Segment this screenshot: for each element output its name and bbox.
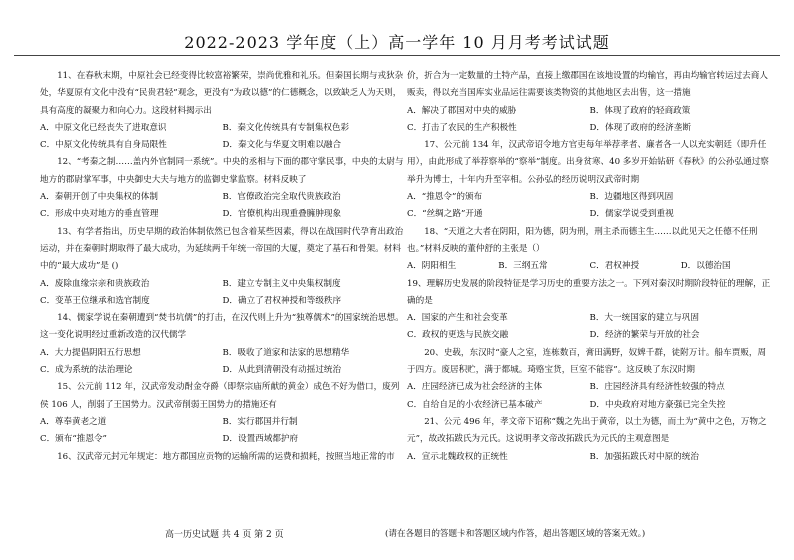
question-21-options-row1 [407, 449, 772, 466]
question-17-option-c[interactable]: C．“丝绸之路”开通 [407, 209, 483, 220]
question-15-option-a[interactable]: A．尊奉黄老之道 [40, 416, 107, 427]
question-20-option-b[interactable]: B．庄园经济具有经济性较强的特点 [589, 382, 725, 393]
question-15-options-row1 [40, 414, 405, 431]
question-11-option-d[interactable]: D．秦文化与华夏文明难以融合 [222, 140, 342, 151]
question-13-option-a[interactable]: A．废除血缘宗亲和贵族政治 [40, 278, 150, 289]
question-14-options-row2 [40, 362, 405, 379]
question-14-option-c[interactable]: C．成为系统的法治理论 [40, 365, 133, 376]
question-12-option-c[interactable]: C．形成中央对地方的垂直管理 [40, 209, 159, 220]
question-13-option-b[interactable]: B．建立专制主义中央集权制度 [222, 278, 341, 289]
question-14-options-row1 [40, 345, 405, 362]
question-11-option-a[interactable]: A．中原文化已经丧失了进取意识 [40, 122, 167, 133]
question-19-option-b[interactable]: B．大一统国家的建立与巩固 [589, 313, 699, 324]
question-18-option-b[interactable]: B．三纲五常 [498, 261, 548, 272]
question-19-stem: 19、理解历史发展的阶段特征是学习历史的重要方法之一。下列对秦汉时期阶段特征的理解，正确的是 [407, 278, 771, 306]
question-20-options-row1 [407, 379, 772, 396]
question-16-option-c[interactable]: C．打击了农民的生产积极性 [407, 122, 517, 133]
question-19-option-a[interactable]: A．国家的产生和社会变革 [407, 313, 508, 324]
question-12-options-row2 [40, 206, 405, 223]
question-16-stem-continued: 价，折合为一定数量的土特产品，直接上缴郡国在该地设置的均输官，再由均输官转运过去商人贩卖，得以充当国库实业品运往需要该类物资的其他地区去出售，这一措施 [407, 71, 768, 99]
question-12-stem: 12、“考秦之制……盖内外官制同一系统”。中央的丞相与下面的郡守掌民事，中央的太尉与地方的郡尉掌军事，中央御史大夫与地方的监御史掌监察。材料反映了 [40, 157, 404, 185]
question-21-stem: 21、公元 496 年，孝文帝下诏称“魏之先出于黄帝，以土为德，而土为“黄中之色，万物之元”，故改拓跋氏为元氏。这说明孝文帝改拓跋氏为元氏的主观意图是 [407, 416, 767, 445]
question-14-stem: 14、儒家学说在秦朝遭到“焚书坑儒”的打击，在汉代则上升为“独尊儒术”的国家统治思想。这一变化说明经过重新改造的汉代儒学 [40, 313, 404, 341]
page-footer: 高一历史试题 共 4 页 第 2 页 [165, 530, 284, 540]
question-21-option-b[interactable]: B．加强拓跋氏对中原的统治 [589, 451, 699, 462]
question-13-stem: 13、有学者指出，历史早期的政治体制依然已包含着某些因素，得以在战国时代孕育出政治运动，并在秦朝时期取得了最大成功，为延续两千年统一帝国的大厦，奠定了基石和骨架。材料中的“最大成功”是 () [40, 226, 404, 272]
question-18-option-c[interactable]: C．君权神授 [589, 261, 640, 272]
question-17-option-a[interactable]: A．“推恩令”的颁布 [407, 192, 483, 203]
question-20-stem: 20、史载，东汉时“豪人之室，连栋数百，膏田满野，奴婢千群，徒附万计。船车贾贩，周于四方。废居积贮，满于都城。琦赂宝货，巨室不能容”。这反映了东汉时期 [407, 347, 767, 376]
question-18-options-row [407, 258, 772, 275]
question-15-option-d[interactable]: D．设置西域都护府 [222, 434, 299, 445]
question-16-options-row1 [407, 103, 772, 120]
question-11-option-b[interactable]: B．秦文化传统具有专制集权色彩 [222, 122, 350, 133]
question-20-option-c[interactable]: C．自给自足的小农经济已基本破产 [407, 399, 543, 410]
question-13-option-d[interactable]: D．确立了君权神授和等级秩序 [222, 295, 342, 306]
question-19-option-d[interactable]: D．经济的繁荣与开放的社会 [589, 330, 700, 341]
question-13-options-row2 [40, 293, 405, 310]
question-17-option-b[interactable]: B．边疆地区得到巩固 [589, 192, 674, 203]
question-15-stem: 15、公元前 112 年，汉武帝发动酎金夺爵（即祭宗庙所献的黄金）成色不好为借口，废列侯 106 人，削弱了王国势力。汉武帝削弱王国势力的措施还有 [40, 382, 400, 410]
question-14-option-d[interactable]: D．从此到清朝没有动摇过统治 [222, 365, 342, 376]
question-15-options-row2 [40, 431, 405, 448]
question-16-option-d[interactable]: D．体现了政府的经济垄断 [589, 122, 691, 133]
question-14-option-a[interactable]: A．大力提倡阴阳五行思想 [40, 347, 141, 358]
right-column [407, 68, 772, 466]
question-18-stem: 18、“天道之大者在阴阳，阳为德，阴为刑，刑主杀而德主生……以此见天之任德不任刑也。”材料反映的董仲舒的主张是（） [407, 226, 758, 254]
question-15-option-b[interactable]: B．实行郡国并行制 [222, 416, 298, 427]
question-11-options-row1 [40, 120, 405, 137]
question-11-option-c[interactable]: C．中原文化传统具有自身局限性 [40, 140, 167, 151]
question-16-stem: 16、汉武帝元封元年规定：地方郡国应贡物的运输所需的运费和损耗，按照当地正常的市 [57, 451, 395, 462]
header-rule [14, 55, 780, 56]
question-20-option-a[interactable]: A．庄园经济已成为社会经济的主体 [407, 382, 543, 393]
question-20-options-row2 [407, 397, 772, 414]
question-12-option-b[interactable]: B．官僚政治完全取代贵族政治 [222, 192, 341, 203]
question-17-options-row1 [407, 189, 772, 206]
question-18-option-a[interactable]: A．阴阳相生 [407, 261, 457, 272]
question-16-option-b[interactable]: B．体现了政府的轻商政策 [589, 105, 691, 116]
question-21-option-a[interactable]: A．宣示北魏政权的正统性 [407, 451, 508, 462]
question-20-option-d[interactable]: D．中央政府对地方豪强已完全失控 [589, 399, 726, 410]
question-12-option-a[interactable]: A．秦朝开创了中央集权的体制 [40, 192, 158, 203]
question-19-options-row2 [407, 327, 772, 344]
question-13-options-row1 [40, 276, 405, 293]
question-19-option-c[interactable]: C．政权的更迭与民族交融 [407, 330, 509, 341]
question-11-options-row2 [40, 137, 405, 154]
question-12-options-row1 [40, 189, 405, 206]
page-title: 2022-2023 学年度（上）高一学年 10 月月考考试试题 [184, 33, 610, 52]
question-19-options-row1 [407, 310, 772, 327]
left-column [40, 68, 405, 466]
question-17-options-row2 [407, 206, 772, 223]
question-11-stem: 11、在春秋末期，中原社会已经变得比较富裕繁荣，崇尚优雅和礼乐。但秦国长期与戎狄杂处，华夏原有文化中没有“民贵君轻”观念，更没有“为政以德”的仁德概念，以致缺乏人为天则，具有高度的凝聚力和向心力。这段材料揭示出 [40, 71, 404, 116]
question-18-option-d[interactable]: D．以德治国 [680, 261, 731, 272]
question-12-option-d[interactable]: D．官僚机构出现重叠臃肿现象 [222, 209, 342, 220]
question-13-option-c[interactable]: C．变革王位继承和选官制度 [40, 295, 150, 306]
question-17-option-d[interactable]: D．儒家学说受到重视 [589, 209, 674, 220]
question-17-stem: 17、公元前 134 年，汉武帝诏令地方官吏每年举荐孝者、廉者各一人以充实朝廷（即升任用），由此形成了举荐察举的“察举”制度。出身贫寒、40 多岁开始钻研《春秋》的公孙弘通过察举升为博士，十年内升至宰相。公孙弘的经历说明汉武帝时期 [407, 140, 769, 185]
answer-note: (请在各题目的答题卡和答题区域内作答，超出答题区域的答案无效。) [385, 529, 646, 539]
question-14-option-b[interactable]: B．吸收了道家和法家的思想精华 [222, 347, 350, 358]
question-16-option-a[interactable]: A．解决了郡国对中央的威胁 [407, 105, 517, 116]
question-16-options-row2 [407, 120, 772, 137]
question-15-option-c[interactable]: C．颁布“推恩令” [40, 434, 107, 445]
